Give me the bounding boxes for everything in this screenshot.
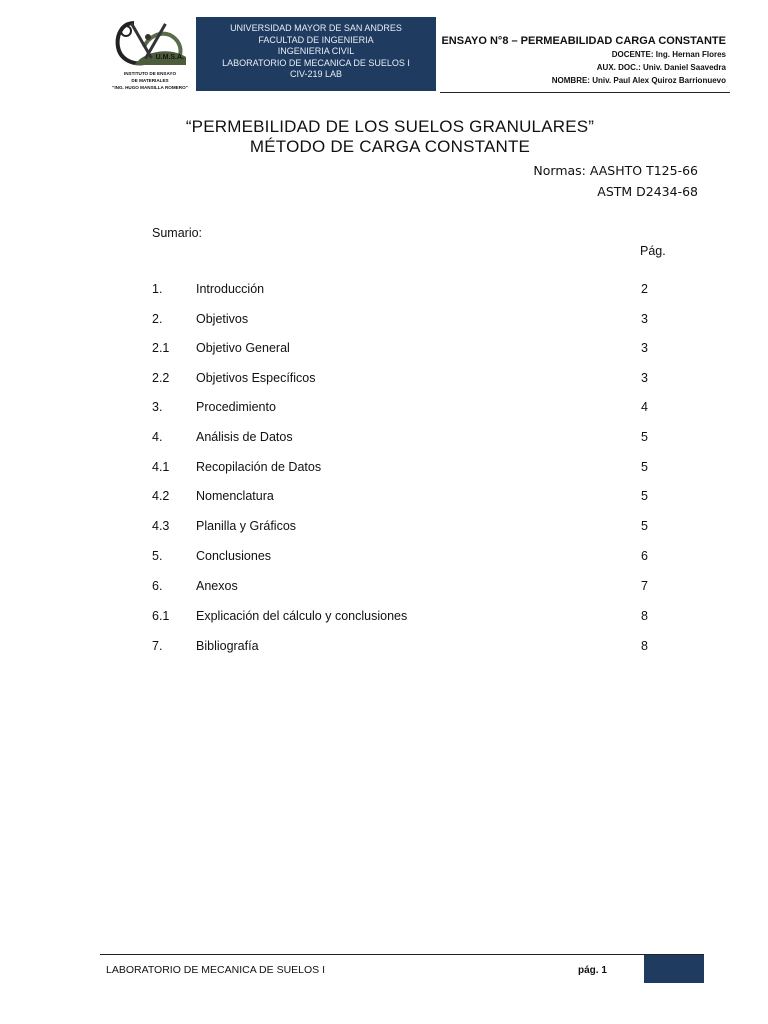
toc-item-page: 3 [641, 312, 648, 326]
student-name-line: NOMBRE: Univ. Paul Alex Quiroz Barrionuevo [551, 76, 726, 85]
toc-item-number: 4.3 [152, 519, 170, 533]
university-header-box [196, 17, 436, 91]
header-info [440, 34, 726, 87]
toc-item-title: Recopilación de Datos [196, 460, 322, 474]
toc-item-page: 2 [641, 282, 648, 296]
toc-item-page: 5 [641, 489, 648, 503]
logo-line-1: INSTITUTO DE ENSAYO [123, 71, 177, 76]
header-divider [440, 92, 730, 93]
document-subtitle: MÉTODO DE CARGA CONSTANTE [249, 137, 531, 156]
toc-item [152, 519, 652, 537]
toc-item-title: Objetivos Específicos [196, 371, 316, 385]
toc-item-number: 4.1 [152, 460, 170, 474]
toc-item [152, 489, 652, 507]
faculty-name: FACULTAD DE INGENIERIA [258, 34, 374, 45]
laboratory-name: LABORATORIO DE MECANICA DE SUELOS I [222, 57, 410, 68]
toc-item-title: Objetivos [196, 312, 249, 326]
toc-item [152, 371, 652, 389]
toc-item [152, 639, 652, 657]
toc-item-title: Conclusiones [196, 549, 272, 563]
toc-item [152, 400, 652, 418]
footer-divider [100, 954, 704, 955]
course-code: CIV-219 LAB [289, 69, 343, 79]
toc-item-title: Bibliografía [196, 639, 259, 653]
toc-item-number: 2.2 [152, 371, 170, 385]
toc-item-page: 3 [641, 341, 648, 355]
document-title: “PERMEBILIDAD DE LOS SUELOS GRANULARES” [185, 117, 595, 136]
toc-item-number: 1. [152, 282, 163, 296]
toc-item-page: 8 [641, 639, 648, 653]
toc-item [152, 312, 652, 330]
logo-line-2: DE MATERIALES [131, 78, 169, 83]
toc-item-title: Anexos [196, 579, 238, 593]
toc-item-page: 6 [641, 549, 648, 563]
toc-item [152, 341, 652, 359]
toc-item [152, 549, 652, 567]
toc-item-page: 5 [641, 430, 648, 444]
norm-astm: ASTM D2434-68 [597, 184, 698, 199]
toc-item [152, 282, 652, 300]
toc-item-page: 3 [641, 371, 648, 385]
toc-item-page: 5 [641, 460, 648, 474]
toc-item-number: 4.2 [152, 489, 170, 503]
toc-item [152, 579, 652, 597]
toc-item-number: 2.1 [152, 341, 170, 355]
toc-item-title: Nomenclatura [196, 489, 274, 503]
toc-item-number: 2. [152, 312, 163, 326]
toc-item [152, 609, 652, 627]
aux-doc-line: AUX. DOC.: Univ. Daniel Saavedra [596, 63, 726, 72]
institute-logo [104, 17, 196, 93]
toc-item-page: 7 [641, 579, 648, 593]
norm-aashto: Normas: AASHTO T125-66 [533, 163, 698, 178]
footer-page-number: pág. 1 [578, 965, 607, 976]
summary-heading: Sumario: [152, 226, 203, 240]
institute-emblem-icon [104, 17, 196, 71]
university-name: UNIVERSIDAD MAYOR DE SAN ANDRES [230, 23, 402, 33]
toc-item-page: 8 [641, 609, 648, 623]
toc-item-number: 4. [152, 430, 163, 444]
docente-line: DOCENTE: Ing. Hernan Flores [611, 50, 726, 59]
toc-item-number: 6.1 [152, 609, 170, 623]
logo-letters: U.M.S.A. [155, 54, 184, 61]
toc-item-title: Planilla y Gráficos [196, 519, 297, 533]
footer-lab-name: LABORATORIO DE MECANICA DE SUELOS I [106, 964, 325, 976]
essay-title: ENSAYO N°8 – PERMEABILIDAD CARGA CONSTANTE [441, 35, 726, 47]
toc-item [152, 430, 652, 448]
logo-line-3: "ING. HUGO MANSILLA ROMERO" [112, 85, 188, 90]
career-name: INGENIERIA CIVIL [277, 46, 355, 56]
toc-item-page: 4 [641, 400, 648, 414]
toc-item-title: Procedimiento [196, 400, 276, 414]
toc-item-number: 7. [152, 639, 163, 653]
footer-accent-box [644, 955, 704, 983]
toc-item-title: Objetivo General [196, 341, 290, 355]
toc-item-title: Introducción [196, 282, 265, 296]
toc-item [152, 460, 652, 478]
toc-item-title: Análisis de Datos [196, 430, 293, 444]
toc-item-number: 3. [152, 400, 163, 414]
toc-item-number: 6. [152, 579, 163, 593]
toc-item-title: Explicación del cálculo y conclusiones [196, 609, 408, 623]
toc-item-number: 5. [152, 549, 163, 563]
page-column-heading: Pág. [640, 244, 666, 258]
toc-item-page: 5 [641, 519, 648, 533]
